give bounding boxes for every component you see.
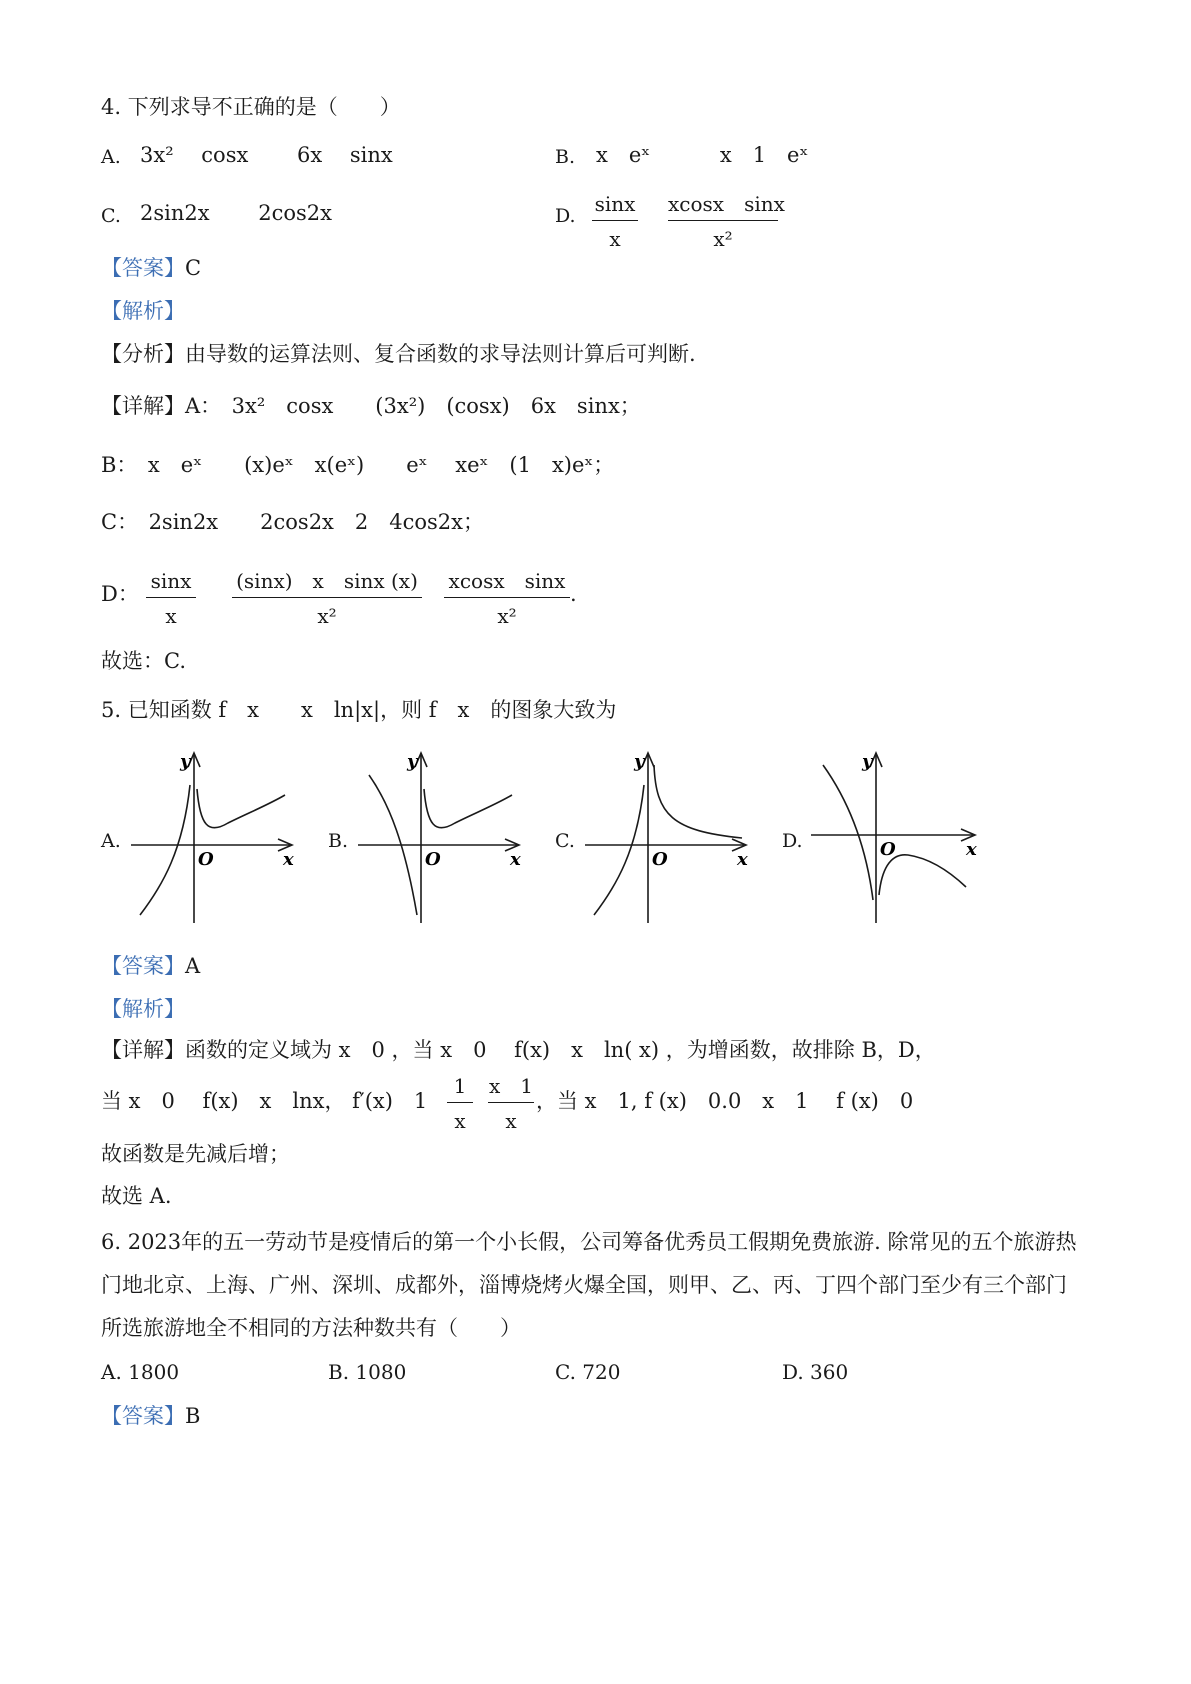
q5-detail-2-fraction-1: [447, 1076, 473, 1131]
fraction-bar: [447, 1102, 473, 1103]
q4-conclusion: 故选：C.: [101, 649, 186, 673]
graph-b: [355, 745, 530, 925]
graph-a: [128, 745, 303, 925]
q4-d-fraction-left: [592, 194, 638, 249]
q6-stem-line-2: 门地北京、上海、广州、深圳、成都外，淄博烧烤火爆全国，则甲、乙、丙、丁四个部门至少有三个部门: [101, 1273, 1067, 1297]
fraction-denominator: x: [505, 1109, 517, 1133]
curve-right-branch: [424, 789, 512, 828]
curve-right-branch: [197, 789, 285, 828]
q4-analysis: [101, 344, 696, 365]
q5-answer: [101, 956, 200, 977]
q6-stem-line-1: 6. 2023年的五一劳动节是疫情后的第一个小长假，公司筹备优秀员工假期免费旅游. 除常见的五个旅游热: [101, 1230, 1077, 1254]
curve-left-branch: [823, 765, 873, 900]
q6-option-a: A. 1800: [101, 1360, 180, 1384]
answer-tag: 【答案】: [101, 954, 185, 978]
q4-detail-d-fraction-2: [232, 571, 422, 626]
y-axis-label: y: [407, 751, 418, 772]
y-axis-label: y: [180, 751, 191, 772]
x-axis-label: x: [510, 849, 521, 870]
fraction-denominator: x: [454, 1109, 466, 1133]
q4-option-c-expr: 2sin2x 2cos2x: [140, 201, 333, 225]
curve-left-branch: [140, 785, 190, 915]
detail-a-text: A： 3x² cosx (3x²) (cosx) 6x sinx；: [185, 394, 641, 418]
q4-stem: 4. 下列求导不正确的是（ ）: [101, 95, 401, 119]
answer-value: B: [185, 1404, 201, 1428]
q4-detail-d-end: .: [570, 582, 577, 606]
q4-detail-c: C： 2sin2x 2cos2x 2 4cos2x；: [101, 510, 485, 534]
fraction-numerator: x 1: [488, 1074, 533, 1098]
detail-tag: 【详解】: [101, 1038, 185, 1062]
fraction-denominator: x²: [497, 604, 517, 628]
q6-answer: [101, 1406, 200, 1427]
answer-value: C: [185, 256, 202, 280]
graph-c: [582, 745, 757, 925]
fraction-bar: [146, 597, 196, 598]
graph-b-label: B.: [328, 830, 349, 852]
fraction-numerator: sinx: [594, 192, 636, 216]
fraction-bar: [488, 1102, 534, 1103]
q5-jiexi-tag: 【解析】: [101, 997, 185, 1021]
q4-option-b-label: B.: [555, 146, 576, 168]
q4-option-d-label: D.: [555, 205, 576, 227]
q5-detail-3: 故函数是先减后增；: [101, 1142, 290, 1166]
analysis-text: 由导数的运算法则、复合函数的求导法则计算后可判断.: [185, 342, 696, 366]
q4-detail-d-fraction-3: [444, 571, 570, 626]
origin-label: O: [425, 849, 441, 870]
x-axis-label: x: [283, 849, 294, 870]
fraction-bar: [444, 597, 570, 598]
q5-detail-2-fraction-2: [488, 1076, 534, 1131]
q6-stem-line-3: 所选旅游地全不相同的方法种数共有（ ）: [101, 1316, 521, 1340]
q5-stem: 5. 已知函数 f x x ln|x|，则 f x 的图象大致为: [101, 698, 617, 722]
x-axis-label: x: [966, 839, 977, 860]
detail-tag: 【详解】: [101, 394, 185, 418]
y-axis-label: y: [634, 751, 645, 772]
curve-left-branch: [594, 785, 644, 915]
graph-d: [808, 745, 988, 925]
answer-tag: 【答案】: [101, 1404, 185, 1428]
q6-option-d: D. 360: [782, 1360, 849, 1384]
fraction-numerator: (sinx) x sinx (x): [236, 569, 418, 593]
origin-label: O: [880, 839, 896, 860]
q5-detail-1: [101, 1040, 936, 1061]
q6-option-b: B. 1080: [328, 1360, 407, 1384]
fraction-bar: [592, 220, 638, 221]
q5-detail-2-post: ，当 x 1, f (x) 0.0 x 1 f (x) 0: [536, 1089, 914, 1113]
q5-detail-2-pre: 当 x 0 f(x) x lnx， f′(x) 1: [101, 1089, 428, 1113]
q5-conclusion: 故选 A.: [101, 1184, 172, 1208]
answer-tag: 【答案】: [101, 256, 185, 280]
detail-1-text: 函数的定义域为 x 0 ，当 x 0 f(x) x ln( x) ，为增函数，故排除 B，D，: [185, 1038, 936, 1062]
fraction-numerator: xcosx sinx: [448, 569, 566, 593]
fraction-bar: [232, 597, 422, 598]
graph-c-label: C.: [555, 830, 575, 852]
q4-option-b-expr: x eˣ x 1 eˣ: [596, 143, 809, 167]
fraction-denominator: x²: [317, 604, 337, 628]
curve-right-branch: [654, 765, 742, 838]
q4-option-c-label: C.: [101, 205, 121, 227]
q6-option-c: C. 720: [555, 1360, 621, 1384]
q4-option-a-label: A.: [101, 146, 121, 168]
fraction-denominator: x: [609, 227, 621, 251]
fraction-numerator: xcosx sinx: [668, 192, 785, 216]
q4-detail-a: [101, 396, 641, 417]
answer-value: A: [185, 954, 201, 978]
y-axis-label: y: [862, 751, 873, 772]
analysis-tag: 【分析】: [101, 342, 185, 366]
graph-a-label: A.: [101, 830, 121, 852]
q4-detail-d-fraction-1: [146, 571, 196, 626]
q4-detail-d-label: D：: [101, 582, 139, 606]
curve-right-branch: [879, 855, 966, 895]
fraction-denominator: x²: [713, 227, 733, 251]
q4-answer: [101, 258, 201, 279]
q4-detail-b: B： x eˣ (x)eˣ x(eˣ) eˣ xeˣ (1 x)eˣ；: [101, 453, 615, 477]
q4-jiexi-tag: 【解析】: [101, 299, 185, 323]
origin-label: O: [198, 849, 214, 870]
fraction-numerator: sinx: [150, 569, 192, 593]
q4-d-fraction-right: [668, 192, 785, 251]
q4-option-a-expr: 3x² cosx 6x sinx: [140, 143, 393, 167]
fraction-bar: [668, 220, 778, 221]
fraction-numerator: 1: [453, 1074, 467, 1098]
origin-label: O: [652, 849, 668, 870]
graph-d-label: D.: [782, 830, 803, 852]
x-axis-label: x: [737, 849, 748, 870]
fraction-denominator: x: [165, 604, 177, 628]
